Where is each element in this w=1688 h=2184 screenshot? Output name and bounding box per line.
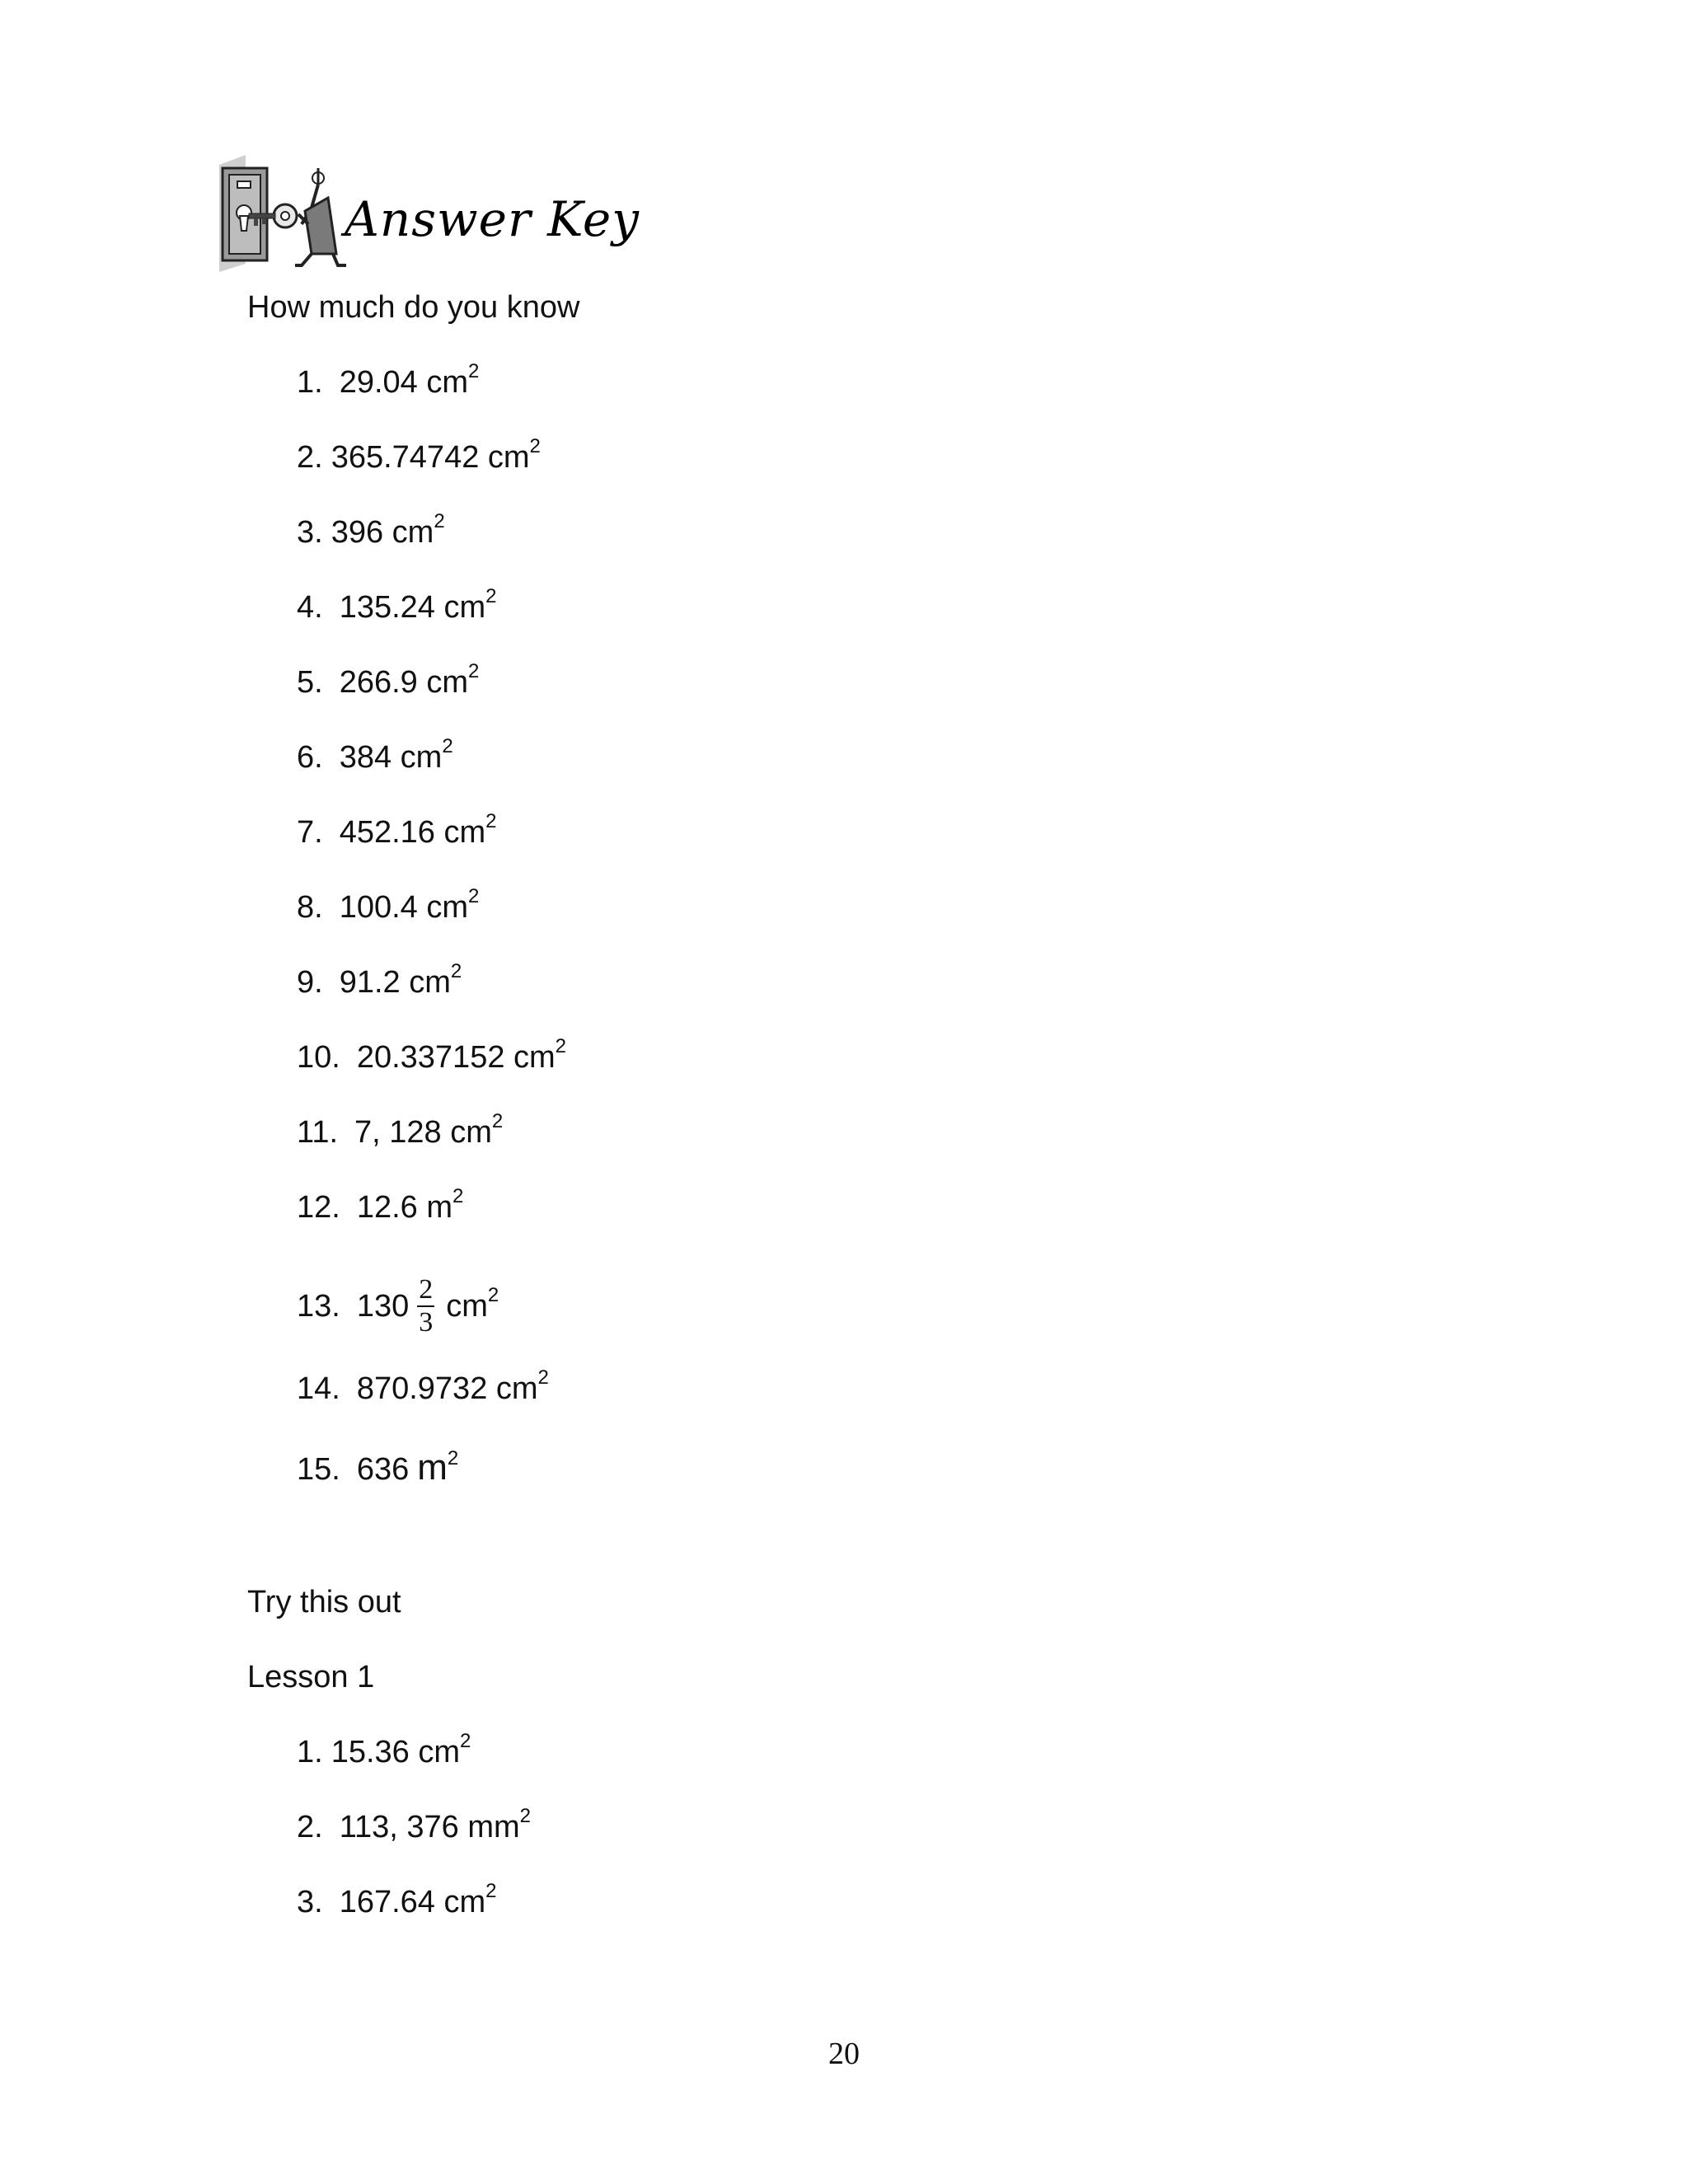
list-item: 14. 870.9732 $cm^2$ [297,1366,549,1406]
list-item: 10. 20.337152 $cm^2$ [297,1035,567,1075]
page-title: Answer Key [345,191,640,247]
list-item: 6. 384 $cm^2$ [297,735,453,775]
list-item: 2. 113, 376 $mm^2$ [297,1805,532,1844]
list-item: 3. 167.64 $cm^2$ [297,1880,497,1919]
list-item: 1. 29.04 $cm^2$ [297,360,480,400]
list-item: 12. 12.6 $m^2$ [297,1185,464,1225]
list-item: 13. 130 $\frac{2}{3}$ $cm^2$ [297,1273,499,1338]
answer-key-header [213,148,641,272]
list-item: 8. 100.4 $cm^2$ [297,885,480,925]
list-item: 3. 396 $cm^2$ [297,510,445,550]
section-heading-lesson-1: Lesson 1 [247,1660,375,1694]
page-number: 20 [828,2036,860,2071]
mixed-number-fraction: $\frac{2}{3}$ [419,1273,434,1338]
section-heading-try-this-out: Try this out [247,1585,401,1619]
list-item: 5. 266.9 $cm^2$ [297,660,480,700]
answer-list-how-much [297,360,567,1525]
list-item: 2. 365.74742 $cm^2$ [297,435,541,475]
list-item: 7. 452.16 $cm^2$ [297,810,497,850]
list-item: 9. 91.2 $cm^2$ [297,960,462,1000]
list-item: 15. 636 $m^2$ [297,1447,459,1488]
door-and-key-icon [213,148,357,272]
section-heading-how-much: How much do you know [247,290,580,325]
list-item: 11. 7, 128 $cm^2$ [297,1110,504,1150]
list-item: 1. 15.36 $cm^2$ [297,1730,471,1769]
answer-list-lesson-1 [297,1730,532,1959]
list-item: 4. 135.24 $cm^2$ [297,585,497,625]
